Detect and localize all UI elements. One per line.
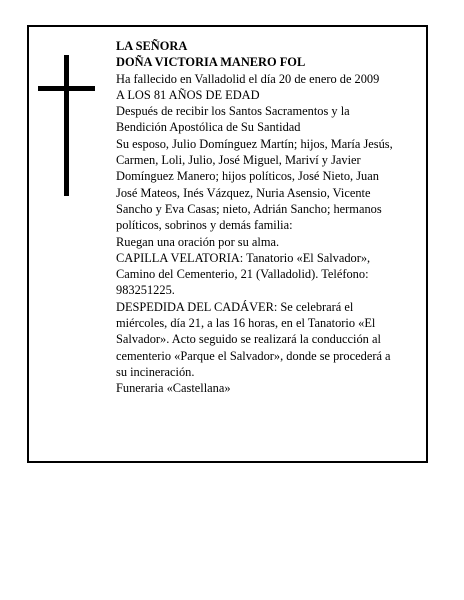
chapel-line: 983251225. <box>116 283 175 298</box>
chapel-paragraph <box>116 250 424 299</box>
family-line: Carmen, Loli, Julio, José Miguel, Mariví y Javier <box>116 153 361 168</box>
obituary-title: LA SEÑORA <box>116 39 188 53</box>
funeral-home: Funeraria «Castellana» <box>116 381 231 396</box>
family-line: Sancho y Eva Casas; nieto, Adrián Sancho; hermanos <box>116 201 382 216</box>
farewell-line: su incineración. <box>116 364 195 379</box>
prayer-request: Ruegan una oración por su alma. <box>116 234 280 249</box>
death-announcement: Ha fallecido en Valladolid el día 20 de enero de 2009 <box>116 71 380 86</box>
family-line: políticos, sobrinos y demás familia: <box>116 218 293 233</box>
farewell-paragraph <box>116 299 424 380</box>
family-paragraph <box>116 136 424 234</box>
family-line: José Mateos, Inés Vázquez, Nuria Asensio, Vicente <box>116 185 371 200</box>
deceased-name: DOÑA VICTORIA MANERO FOL <box>116 55 306 70</box>
farewell-line: cementerio «Parque el Salvador», donde se procederá a <box>116 348 391 363</box>
cross-icon-crossbar <box>38 86 95 91</box>
sacraments-line: Bendición Apostólica de Su Santidad <box>116 120 301 135</box>
farewell-line: miércoles, día 21, a las 16 horas, en el Tanatorio «El <box>116 316 376 331</box>
sacraments-paragraph <box>116 103 424 136</box>
sacraments-line: Después de recibir los Santos Sacramentos y la <box>116 104 350 119</box>
farewell-line: Salvador». Acto seguido se realizará la conducción al <box>116 332 381 347</box>
cross-icon <box>64 55 69 196</box>
chapel-line: Camino del Cementerio, 21 (Valladolid). Teléfono: <box>116 267 369 282</box>
chapel-line: CAPILLA VELATORIA: Tanatorio «El Salvador», <box>116 250 371 265</box>
farewell-line: DESPEDIDA DEL CADÁVER: Se celebrará el <box>116 299 354 314</box>
family-line: Su esposo, Julio Domínguez Martín; hijos, María Jesús, <box>116 136 393 151</box>
age-line: A LOS 81 AÑOS DE EDAD <box>116 87 260 102</box>
obituary-text <box>116 38 424 397</box>
family-line: Domínguez Manero; hijos políticos, José Nieto, Juan <box>116 169 379 184</box>
